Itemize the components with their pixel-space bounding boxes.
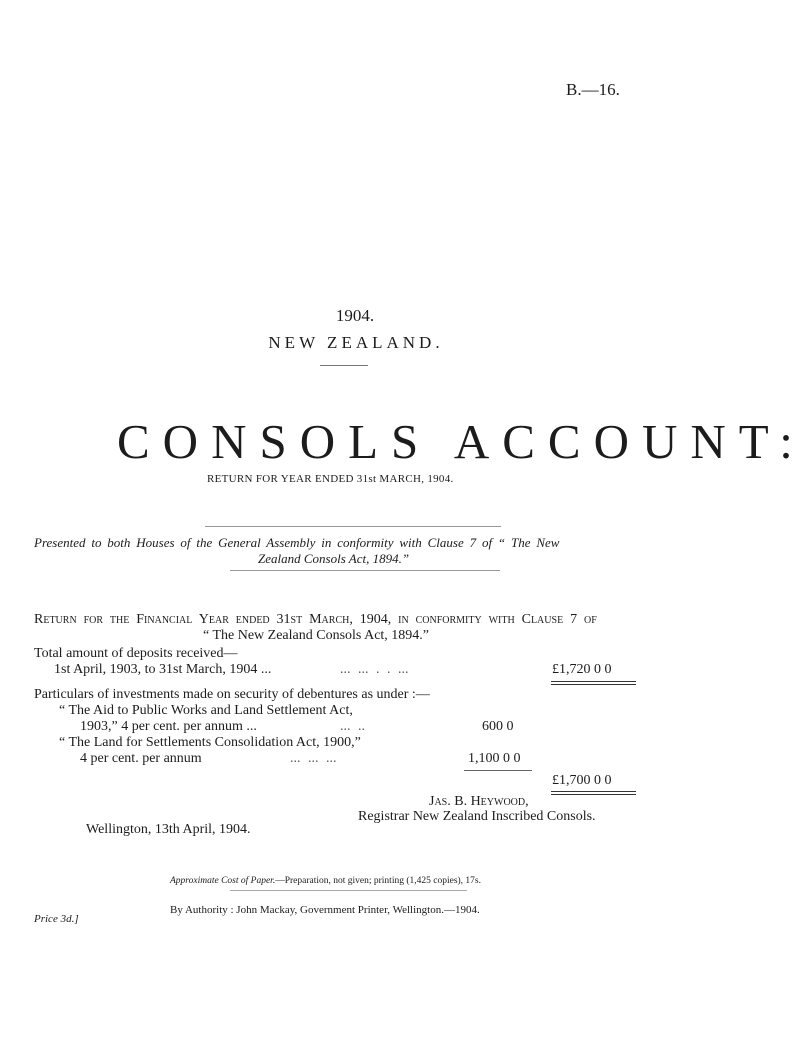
country-heading: NEW ZEALAND. bbox=[268, 333, 444, 352]
deposits-label: Total amount of deposits received— bbox=[34, 646, 238, 661]
place-date: Wellington, 13th April, 1904. bbox=[86, 822, 251, 837]
presented-line-2: Zealand Consols Act, 1894.” bbox=[258, 551, 410, 566]
authority-line: By Authority : John Mackay, Government Printer, Wellington.—1904. bbox=[170, 904, 480, 916]
deposits-total-rule-1 bbox=[551, 681, 636, 682]
title-divider bbox=[320, 365, 368, 366]
investment-2-line-1: “ The Land for Settlements Consolidation Act, 1900,” bbox=[59, 735, 361, 750]
investments-subtotal-rule bbox=[464, 770, 532, 771]
presented-line-1: Presented to both Houses of the General Assembly in conformity with Clause 7 of “ The New bbox=[34, 535, 560, 550]
authority-rule bbox=[230, 890, 467, 891]
price: Price 3d.] bbox=[34, 913, 79, 925]
investments-total-rule-2 bbox=[551, 794, 636, 795]
presented-rule-top bbox=[205, 526, 501, 527]
subtitle: RETURN FOR YEAR ENDED 31st MARCH, 1904. bbox=[207, 473, 454, 485]
deposits-total: £1,720 0 0 bbox=[552, 662, 612, 677]
main-title: CONSOLS ACCOUNT: bbox=[117, 414, 806, 469]
investment-1-line-2: 1903,” 4 per cent. per annum ... bbox=[80, 719, 257, 734]
signatory-title: Registrar New Zealand Inscribed Consols. bbox=[358, 809, 596, 824]
paper-code: B.—16. bbox=[566, 80, 620, 99]
year: 1904. bbox=[335, 306, 375, 325]
investment-2-leaders: ... ... ... bbox=[290, 751, 337, 766]
return-heading-line-1: Return for the Financial Year ended 31st March, 1904, in conformity with Clause 7 of bbox=[34, 612, 597, 627]
deposits-period: 1st April, 1903, to 31st March, 1904 ... bbox=[54, 662, 272, 677]
signatory-name: Jas. B. Heywood, bbox=[429, 794, 529, 809]
deposits-total-rule-2 bbox=[551, 684, 636, 685]
investments-total-rule-1 bbox=[551, 791, 636, 792]
investments-label: Particulars of investments made on security of debentures as under :— bbox=[34, 687, 430, 702]
investment-1-line-1: “ The Aid to Public Works and Land Settlement Act, bbox=[59, 703, 353, 718]
presented-rule-bottom bbox=[230, 570, 500, 571]
investment-2-amount: 1,100 0 0 bbox=[468, 751, 521, 766]
investments-total: £1,700 0 0 bbox=[552, 773, 612, 788]
return-heading-line-2: “ The New Zealand Consols Act, 1894.” bbox=[203, 628, 430, 643]
deposits-leaders: ... ... . . ... bbox=[340, 662, 409, 677]
investment-1-amount: 600 0 bbox=[482, 719, 514, 734]
investment-2-line-2: 4 per cent. per annum bbox=[80, 751, 202, 766]
investment-1-leaders: ... .. bbox=[340, 719, 365, 734]
cost-note: Approximate Cost of Paper.—Preparation, not given; printing (1,425 copies), 17s. bbox=[170, 876, 482, 886]
